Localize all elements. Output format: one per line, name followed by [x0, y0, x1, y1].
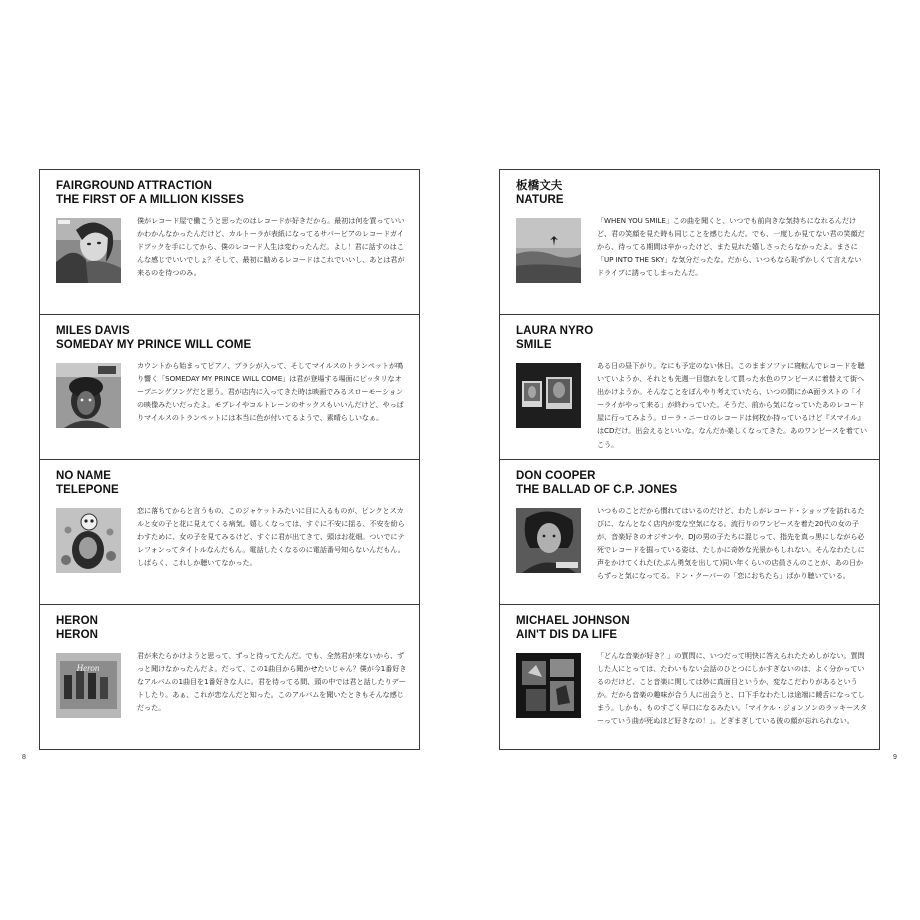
- album-name: TELEPONE: [56, 483, 119, 496]
- record-title: [516, 180, 867, 207]
- album-cover-band-photo-icon: [56, 653, 121, 718]
- album-cover-bird-landscape-icon: [516, 218, 581, 283]
- record-entry: [500, 170, 879, 315]
- left-page: [39, 169, 420, 750]
- artist-name: 板橋文夫: [516, 180, 563, 192]
- record-title: [516, 470, 867, 497]
- record-description: 「どんな音楽が好き？」の質問に、いつだって明快に答えられたためしがない。質問した人にとっては、たわいもない会話のひとつにしかすぎないのは、よく分かっているのだけど、こと音楽に関しては妙に真面目というか、変なこだわりがあるというか。だから音楽の趣味が合う人に出会うと、口下手なわたしは途端に饒舌になってしまう。しかも、ものすごく早口になるみたい。「マイケル・ジョンソンのラッキースターっていう曲が死ぬほど好きなの！」。どぎまぎしている彼の顔が忘れられない。: [597, 651, 867, 726]
- svg-text:Heron: Heron: [76, 663, 100, 673]
- record-entry: [40, 170, 419, 315]
- album-name: THE BALLAD OF C.P. JONES: [516, 483, 678, 496]
- album-cover-skull-and-girl-icon: [56, 508, 121, 573]
- record-title: [56, 470, 407, 497]
- artist-name: DON COOPER: [516, 470, 596, 482]
- artist-name: FAIRGROUND ATTRACTION: [56, 180, 213, 192]
- record-description: 「WHEN YOU SMILE」この曲を聞くと、いつでも前向きな気持ちになれるんだけど、君の笑顔を見た時も同じことを感じたんだ。でも、一度しか見てない君の笑顔だから、待ってる期間は辛かったけど、また見れた嬉しさったらなかったよ。まさに「UP INTO THE SKY」な気分だったな。だから、いつもなら恥ずかしくて言えないドライブに誘ってしまったんだ。: [597, 216, 865, 278]
- record-entry: [40, 315, 419, 460]
- right-page: [499, 169, 880, 750]
- album-cover-collage-icon: [516, 653, 581, 718]
- artist-name: NO NAME: [56, 470, 112, 482]
- page-number-left: 8: [22, 754, 26, 761]
- record-description: 君が来たらかけようと思って、ずっと待ってたんだ。でも、全然君が来ないから、ずっと聞けなかったんだよ。だって、この1曲目から聞かせたいじゃん？僕が今1番好きなアルバムの1曲目を1番好きな人に。君を待ってる間、頭の中では君と話したりデートしたり。あぁ、これが恋なんだと知った。このアルバムを聞いたときもそんな感じだった。: [137, 651, 407, 713]
- page-number-right: 9: [893, 754, 897, 761]
- record-description: カウントから始まってピアノ、ブラシが入って、そしてマイルスのトランペットが鳴り響く「SOMEDAY MY PRINCE WILL COME」は君が登場する場面にピッタリなオープニングソングだと思う。君が店内に入ってきた時は映画でみるスローモーションの映像みたいだったよ。モブレイやコルトレーンのサックスもいいんだけど、やっぱりマイルスのトランペットには本当に色が付いてるようで、素晴らしいなぁ。: [137, 361, 404, 423]
- record-title: [516, 615, 867, 642]
- artist-name: LAURA NYRO: [516, 325, 594, 337]
- album-cover-woman-portrait-icon: [56, 218, 121, 283]
- record-entry: [500, 315, 879, 460]
- record-description: ある日の昼下がり。なにも予定のない休日。このままソファに寝転んでレコードを聴いていようか、それとも先週一目惚れをして買った水色のワンピースに着替えて街へ出かけようか。そんなことをぼんやり考えていたら、いつの間にかA面ラストの「イーライがやって来る」が終わっていた。そうだ、前から気になっていたあのレコード屋に行ってみよう。ローラ・ニーロのレコードは何枚か持っているけど『スマイル』はCDだけ。出会えるといいな。なんだか楽しくなってきた。あのワンピースを着ていこう。: [597, 361, 868, 449]
- artist-name: HERON: [56, 615, 99, 627]
- record-title: [56, 180, 407, 207]
- record-description: 恋に落ちてからと言うもの、このジャケットみたいに目に入るものが、ピンクとスカルと女の子と花に見えてくる病気。嬉しくなっては、すぐに不安に揺る、不安を紛らわすために、女の子を見てみるけど、すぐに君が出てきて、頭はお花畑。ついでにテレフォンってタイトルなんだもん。電話したくなるのに電話番号知らないんだもん。しばらく、これしか聴いてなかった。: [137, 506, 405, 568]
- album-name: HERON: [56, 628, 99, 641]
- artist-name: MICHAEL JOHNSON: [516, 615, 630, 627]
- album-cover-man-portrait-icon: [516, 508, 581, 573]
- album-cover-photo-frames-icon: [516, 363, 581, 428]
- album-name: THE FIRST OF A MILLION KISSES: [56, 193, 244, 206]
- record-title: [56, 615, 407, 642]
- artist-name: MILES DAVIS: [56, 325, 130, 337]
- record-description: いつものことだから慣れてはいるのだけど、わたしがレコード・ショップを訪れるたびに、なんとなく店内が変な空気になる。流行りのワンピースを着た20代の女の子が、音楽好きのオジサンや、DJの男の子たちに混じって、指先を真っ黒にしながら必死でレコードを掘っている姿は、たしかに奇妙な光景かもしれない。そんなわたしに声をかけてくれた(たぶん勇気を出して)同い年くらいの店員さんのことが、あの日からずっと気になってる。ドン・クーパーの「恋におちたら」ばかり聴いている。: [597, 506, 865, 581]
- album-name: AIN'T DIS DA LIFE: [516, 628, 618, 641]
- record-entry: [40, 460, 419, 605]
- record-entry: [500, 460, 879, 605]
- record-title: [516, 325, 867, 352]
- record-entry: [40, 605, 419, 750]
- album-name: NATURE: [516, 193, 564, 206]
- record-title: [56, 325, 407, 352]
- album-name: SMILE: [516, 338, 552, 351]
- record-entry: [500, 605, 879, 750]
- record-description: 僕がレコード屋で働こうと思ったのはレコードが好きだから。最初は何を買っていいかわかんなかったんだけど、カルトーラが表紙になってるサバービアのレコードガイドブックを手にしてから、僕のレコード人生は変わったんだ。よし！君に話すのはこんな感じでいいでしょ？そして、最初に勧めるレコードはこれでいいし、あとは君が来るのを待つのみ。: [137, 216, 405, 278]
- album-name: SOMEDAY MY PRINCE WILL COME: [56, 338, 252, 351]
- album-cover-woman-face-icon: [56, 363, 121, 428]
